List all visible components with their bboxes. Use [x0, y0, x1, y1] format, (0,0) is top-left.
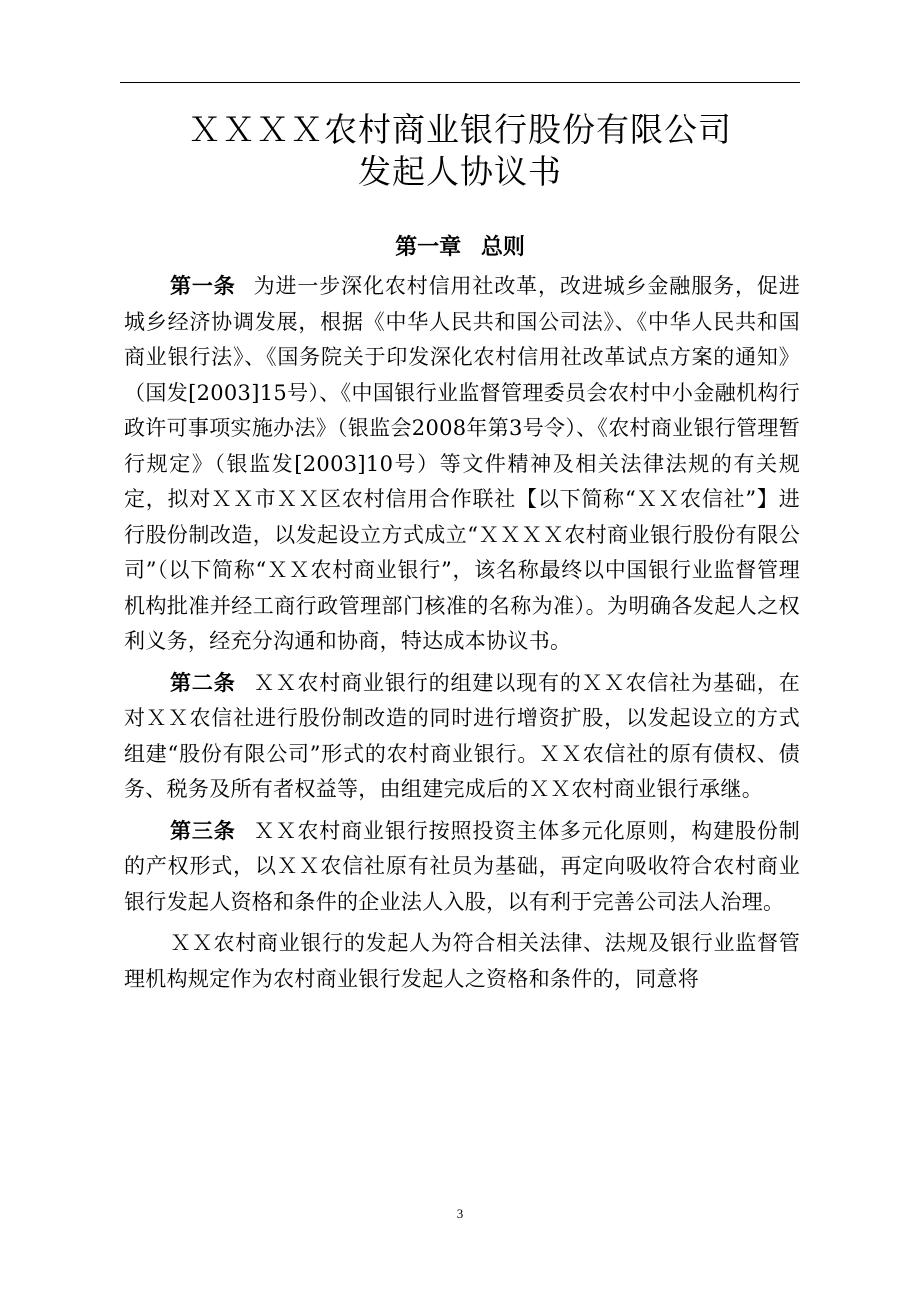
article-label: 第二条 [170, 670, 236, 695]
article-1 [124, 269, 800, 660]
article-2 [124, 666, 800, 808]
article-label: 第三条 [170, 818, 236, 843]
document-title-line2: 发起人协议书 [358, 152, 562, 191]
continuation-paragraph: ＸＸ农村商业银行的发起人为符合相关法律、法规及银行业监督管理机构规定作为农村商业银行发起人之资格和条件的，同意将 [124, 931, 800, 991]
article-text: 为进一步深化农村信用社改革，改进城乡金融服务，促进城乡经济协调发展，根据《中华人民共和国公司法》、《中华人民共和国商业银行法》、《国务院关于印发深化农村信用社改革试点方案的通知》（国发[2003]15号）、《中国银行业监督管理委员会农村中小金融机构行政许可事项实施办法》（银监会2008年第3号令）、《农村商业银行管理暂行规定》（银监发[2003]10号）等文件精神及相关法律法规的有关规定，拟对ＸＸ市ＸＸ区农村信用合作联社【以下简称“ＸＸ农信社”】进行股份制改造，以发起设立方式成立“ＸＸＸＸ农村商业银行股份有限公司”（以下简称“ＸＸ农村商业银行”，该名称最终以中国银行业监督管理机构批准并经工商行政管理部门核准的名称为准）。为明确各发起人之权利义务，经充分沟通和协商，特达成本协议书。 [124, 274, 800, 653]
header-rule [120, 82, 800, 83]
article-text: ＸＸ农村商业银行的组建以现有的ＸＸ农信社为基础，在对ＸＸ农信社进行股份制改造的同时进行增资扩股，以发起设立的方式组建“股份有限公司”形式的农村商业银行。ＸＸ农信社的原有债权、债务、税务及所有者权益等，由组建完成后的ＸＸ农村商业银行承继。 [124, 670, 800, 801]
page-number: 3 [456, 1206, 464, 1221]
article-3 [124, 814, 800, 921]
document-body [124, 269, 800, 997]
article-label: 第一条 [170, 274, 236, 298]
article-text: ＸＸ农村商业银行按照投资主体多元化原则，构建股份制的产权形式，以ＸＸ农信社原有社员为基础，再定向吸收符合农村商业银行发起人资格和条件的企业法人入股，以有利于完善公司法人治理。 [124, 818, 800, 914]
document-title-line1: ＸＸＸＸ农村商业银行股份有限公司 [188, 110, 732, 149]
chapter-heading: 第一章 总则 [395, 235, 525, 260]
